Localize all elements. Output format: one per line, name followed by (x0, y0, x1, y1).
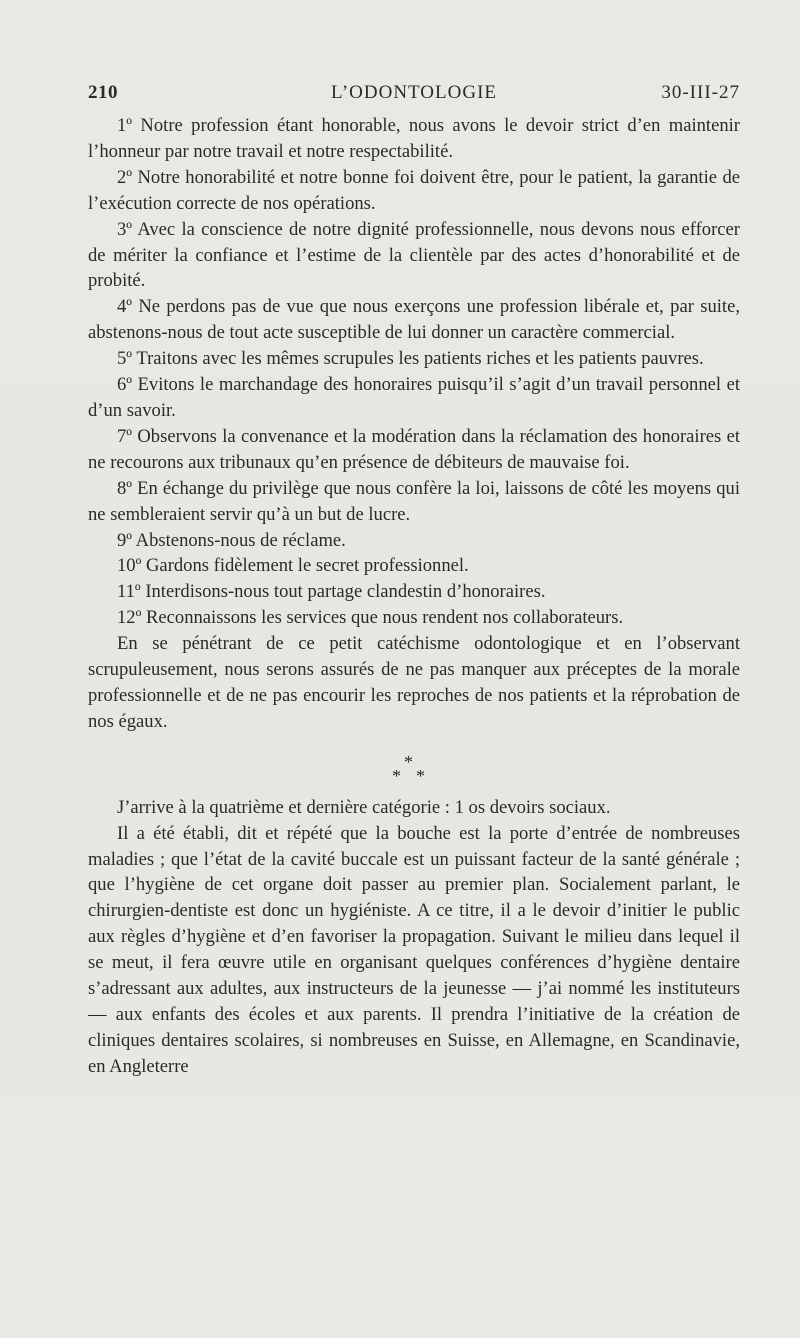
asterisk: * (392, 765, 401, 786)
issue-date: 30-III-27 (661, 82, 740, 103)
asterisk: * (404, 751, 413, 772)
precept-item: 12º Reconnaissons les services que nous rendent nos collaborateurs. (117, 607, 624, 629)
precept-item: 2º Notre honorabilité et notre bonne foi doivent être, pour le patient, la garantie de l’exécution correcte de nos opérations. (88, 166, 740, 214)
precept-item: 6º Evitons le marchandage des honoraires puisqu’il s’agit d’un travail personnel et d’un savoir. (88, 374, 740, 421)
precept-item: 9º Abstenons-nous de réclame. (117, 529, 346, 551)
running-header (88, 82, 740, 112)
page-number: 210 (88, 82, 118, 103)
section-paragraph: Il a été établi, dit et répété que la bouche est la porte d’entrée de nombreuses maladies ; que l’état de la cavité buccale est un puissant facteur de la santé générale ; que l’hygiène de cet organe doit passer au premier plan. Socialement parlant, le chirurgien-dentiste est donc un hygiéniste. A ce titre, il a le devoir d’initier le public aux règles d’hygiène et d’en favoriser la propagation. Suivant le milieu dans lequel il se meut, il fera œuvre utile en organisant quelques conférences d’hygiène dentaire s’adressant aux adultes, aux instructeurs de la jeunesse — j’ai nommé les instituteurs — aux enfants des écoles et aux parents. Il prendra l’initiative de la création de cliniques dentaires scolaires, si nombreuses en Suisse, en Allemagne, en Scandinavie, en Angleterre (88, 822, 740, 1077)
precept-item: 7º Observons la convenance et la modération dans la réclamation des honoraires et ne recourons aux tribunaux qu’en présence de débiteurs de mauvaise foi. (88, 425, 740, 473)
conclusion-paragraph: En se pénétrant de ce petit catéchisme odontologique et en l’observant scrupuleusement, nous serons assurés de ne pas manquer aux préceptes de la morale professionnelle et de ne pas encourir les reproches de nos patients et la réprobation de nos égaux. (88, 633, 740, 732)
precept-item: 1º Notre profession étant honorable, nous avons le devoir strict d’en maintenir l’honneur par notre travail et notre respectabilité. (88, 115, 740, 162)
precept-item: 4º Ne perdons pas de vue que nous exerçons une profession libérale et, par suite, abstenons-nous de tout acte susceptible de lui donner un caractère commercial. (88, 296, 740, 344)
page-body (88, 113, 740, 1080)
precept-item: 5º Traitons avec les mêmes scrupules les patients riches et les patients pauvres. (117, 348, 704, 370)
journal-title: L’ODONTOLOGIE (330, 82, 498, 103)
section-paragraph: J’arrive à la quatrième et dernière catégorie : 1 os devoirs sociaux. (117, 796, 611, 818)
asterisk: * (416, 765, 425, 786)
section-separator (88, 735, 740, 795)
precept-item: 8º En échange du privilège que nous confère la loi, laissons de côté les moyens qui ne sembleraient servir qu’à un but de lucre. (88, 477, 740, 525)
precept-item: 11º Interdisons-nous tout partage clandestin d’honoraires. (117, 581, 546, 603)
precept-item: 10º Gardons fidèlement le secret professionnel. (117, 555, 469, 577)
precept-item: 3º Avec la conscience de notre dignité professionnelle, nous devons nous efforcer de mériter la confiance et l’estime de la clientèle par des actes d’honorabilité et de probité. (88, 218, 740, 292)
